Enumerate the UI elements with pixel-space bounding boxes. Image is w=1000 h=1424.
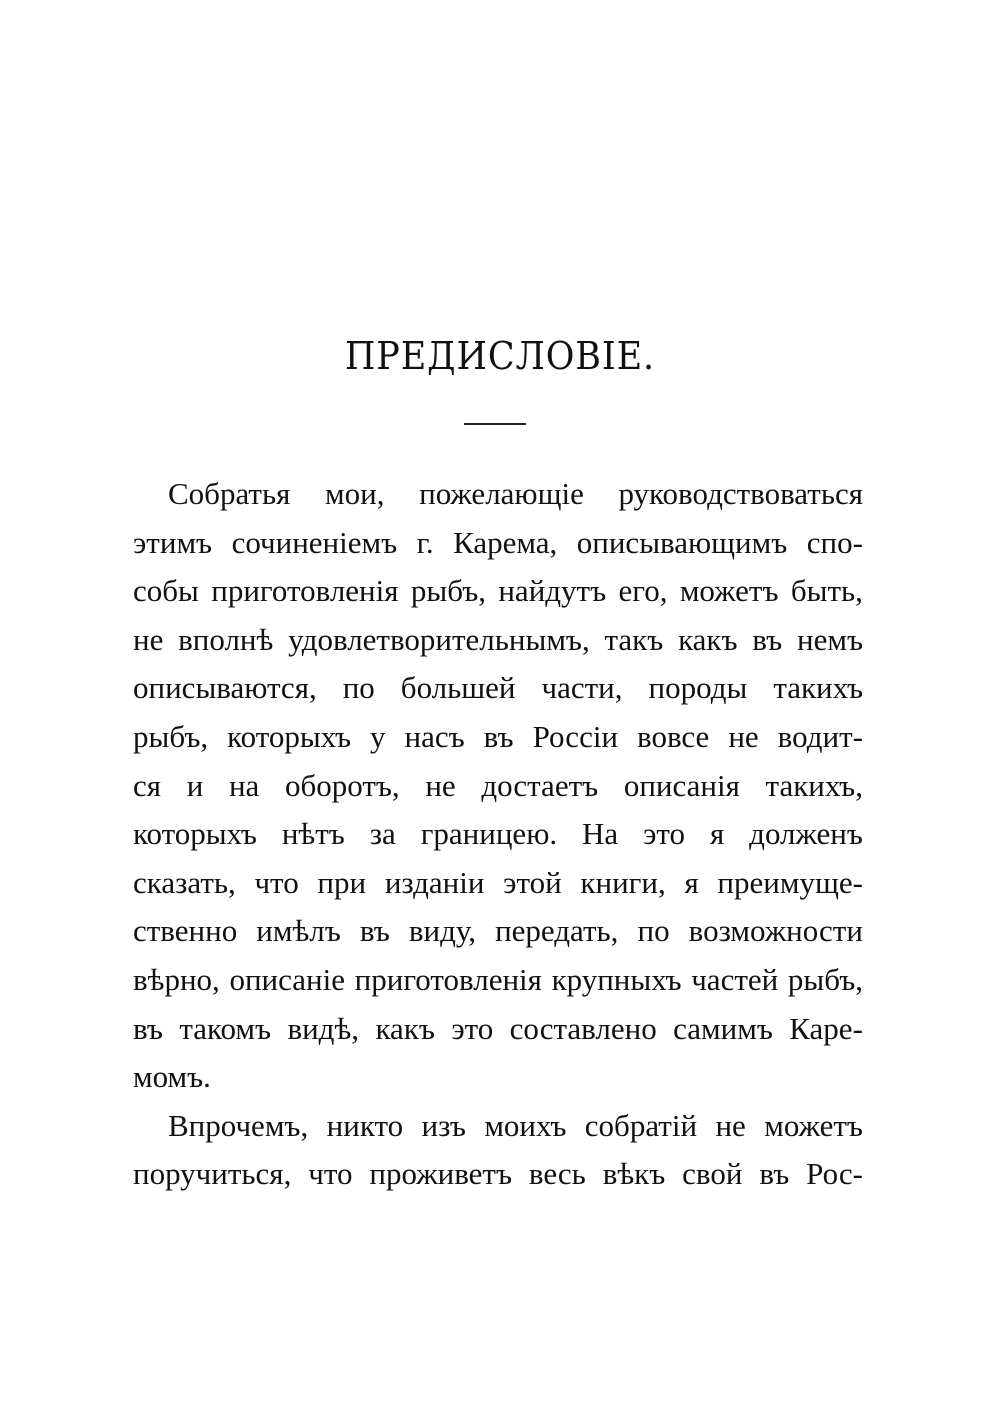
word: что	[254, 864, 299, 900]
word: что	[308, 1156, 353, 1192]
word: самимъ	[673, 1010, 773, 1046]
word: рыбъ,	[410, 573, 486, 609]
word: насъ	[404, 718, 465, 754]
page-title: ПРЕДИСЛОВІЕ.	[344, 334, 656, 378]
word: какъ	[375, 1010, 435, 1046]
text-line	[133, 810, 863, 859]
word: Собратья	[168, 476, 291, 511]
word: въ	[133, 1010, 163, 1046]
preface-text	[133, 470, 863, 1199]
word: имѣлъ	[256, 913, 341, 949]
word: частей	[691, 961, 779, 997]
word: въ	[752, 621, 783, 657]
word: водит-	[777, 718, 863, 754]
word: ственно	[133, 913, 238, 949]
word: я	[684, 864, 699, 900]
word: долженъ	[749, 816, 863, 852]
word: вовсе	[637, 718, 710, 754]
word: немъ	[796, 621, 863, 657]
word: можетъ	[764, 1107, 863, 1143]
word: мои,	[325, 476, 385, 511]
text-line	[133, 907, 863, 956]
word: сказать,	[133, 864, 236, 900]
word: большей	[400, 670, 516, 706]
word: такъ	[604, 621, 664, 657]
word: приготовленія	[354, 961, 542, 997]
word: это	[451, 1010, 494, 1046]
word: можетъ	[679, 573, 779, 609]
word: не	[728, 718, 759, 754]
word: описывающимъ	[576, 524, 788, 560]
word: границею.	[420, 816, 558, 852]
word: изъ	[421, 1107, 466, 1143]
word: породы	[648, 670, 748, 706]
word: удовлетворительнымъ,	[288, 621, 590, 657]
word: приготовленія	[211, 573, 399, 609]
word: весь	[528, 1156, 586, 1192]
text-line	[133, 956, 863, 1005]
word: описаніе	[229, 961, 345, 997]
text-line	[133, 470, 863, 519]
text-line	[133, 1102, 863, 1151]
text-line	[133, 859, 863, 908]
word: спо-	[806, 524, 863, 560]
word: я	[709, 816, 725, 852]
text-line	[133, 713, 863, 762]
word: его,	[618, 573, 668, 609]
word: которыхъ	[227, 718, 352, 754]
word: при	[317, 864, 367, 900]
word: такихъ,	[765, 767, 863, 803]
word: Карема,	[453, 524, 558, 560]
text-line	[133, 616, 863, 665]
word: нѣтъ	[281, 816, 345, 852]
word: проживетъ	[369, 1156, 512, 1192]
word: преимуще-	[717, 864, 863, 900]
word: передать,	[495, 913, 619, 949]
text-line	[133, 762, 863, 811]
word: свой	[682, 1156, 743, 1192]
word: не	[425, 767, 456, 803]
word: Рос-	[806, 1156, 863, 1192]
word: этимъ	[133, 524, 213, 560]
word: крупныхъ	[551, 961, 682, 997]
word: на	[228, 767, 260, 803]
word: моихъ	[484, 1107, 567, 1143]
word: рыбъ,	[133, 718, 209, 754]
word: книги,	[580, 864, 666, 900]
word: достаетъ	[481, 767, 599, 803]
word: изданіи	[384, 864, 485, 900]
word: поручиться,	[133, 1156, 292, 1192]
text-line	[133, 1005, 863, 1054]
word: г.	[416, 524, 434, 560]
word: такихъ	[773, 670, 863, 706]
word: въ	[759, 1156, 790, 1192]
word: такомъ	[179, 1010, 272, 1046]
word: виду,	[408, 913, 476, 949]
word: не	[715, 1107, 746, 1143]
word: оборотъ,	[284, 767, 400, 803]
word: по	[342, 670, 375, 706]
title-divider	[464, 423, 526, 425]
word: возможности	[688, 913, 863, 949]
word: Россіи	[532, 718, 619, 754]
word: не	[133, 621, 164, 657]
text-line	[133, 664, 863, 713]
word: сочиненіемъ	[231, 524, 398, 560]
word: этой	[503, 864, 562, 900]
word: ся	[133, 767, 162, 803]
word: найдутъ	[498, 573, 607, 609]
word: Впрочемъ,	[168, 1107, 309, 1143]
text-line	[133, 567, 863, 616]
word: въ	[359, 913, 390, 949]
word: собратій	[584, 1107, 698, 1143]
word: какъ	[678, 621, 738, 657]
word: руководствоваться	[618, 476, 863, 511]
word: части,	[541, 670, 623, 706]
word: Каре-	[789, 1010, 863, 1046]
word: вѣрно,	[133, 961, 220, 997]
word: это	[643, 816, 686, 852]
word: собы	[133, 573, 199, 609]
word: момъ.	[133, 1059, 211, 1095]
word: по	[637, 913, 670, 949]
word: описанія	[623, 767, 740, 803]
word: описываются,	[133, 670, 317, 706]
word: составлено	[509, 1010, 657, 1046]
word: у	[370, 718, 386, 754]
word: На	[582, 816, 619, 852]
word: въ	[483, 718, 514, 754]
word: и	[186, 767, 204, 803]
word: вѣкъ	[602, 1156, 666, 1192]
word: за	[369, 816, 396, 852]
word: рыбъ,	[787, 961, 863, 997]
word: видѣ,	[287, 1010, 360, 1046]
word: пожелающіе	[419, 476, 584, 511]
text-line	[133, 519, 863, 568]
word: которыхъ	[133, 816, 257, 852]
text-line	[133, 1053, 863, 1102]
word: вполнѣ	[178, 621, 274, 657]
word: быть,	[790, 573, 863, 609]
word: никто	[326, 1107, 404, 1143]
text-line	[133, 1150, 863, 1199]
